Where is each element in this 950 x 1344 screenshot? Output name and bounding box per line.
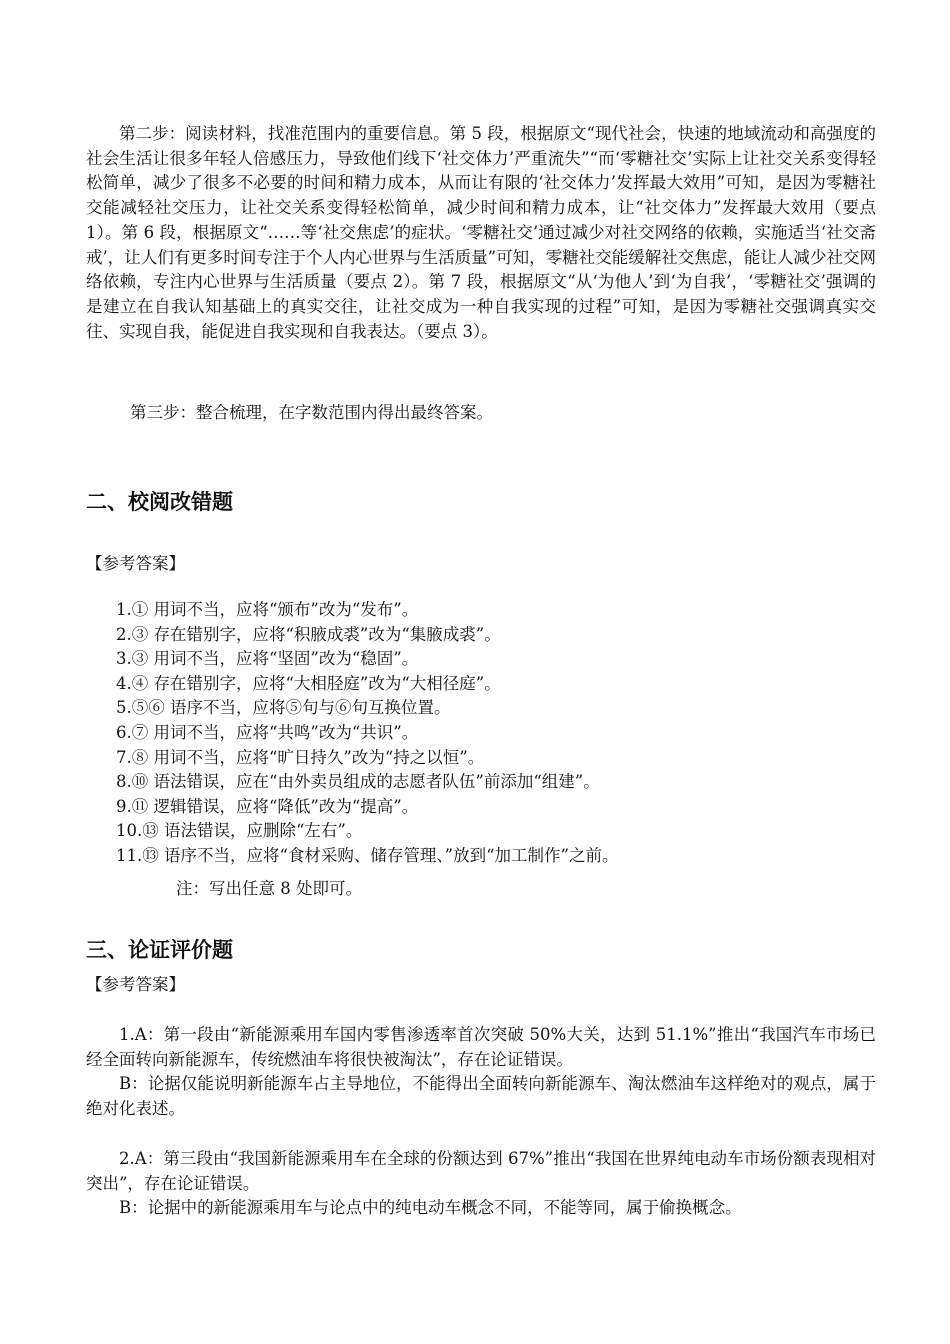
list-item: 3.③ 用词不当，应将“坚固”改为“稳固”。 [116, 649, 419, 669]
section3-title: 三、论证评价题 [86, 938, 233, 962]
list-item: 9.⑪ 逻辑错误，应将“降低”改为“提高”。 [116, 796, 419, 816]
section3-answer-label: 【参考答案】 [86, 975, 185, 994]
section2-title: 二、校阅改错题 [86, 490, 233, 514]
list-item: 2.③ 存在错别字，应将“积腋成裘”改为“集腋成裘”。 [116, 624, 501, 644]
list-item: 7.⑧ 用词不当，应将“旷日持久”改为“持之以恒”。 [116, 747, 485, 767]
question2-part-b: B：论据中的新能源乘用车与论点中的纯电动车概念不同，不能等同，属于偷换概念。 [119, 1198, 742, 1217]
reading-step3-paragraph: 第三步：整合梳理，在字数范围内得出最终答案。 [130, 403, 493, 422]
question2-part-a: 2.A：第三段由“我国新能源乘用车在全球的份额达到 67%”推出“我国在世界纯电动车市场份额表现相对突出”，存在论证错误。 [86, 1149, 876, 1193]
list-item: 10.⑬ 语法错误，应删除“左右”。 [116, 821, 363, 841]
list-item: 6.⑦ 用词不当，应将“共鸣”改为“共识”。 [116, 722, 419, 742]
list-item: 4.④ 存在错别字，应将“大相胫庭”改为“大相径庭”。 [116, 673, 501, 693]
section2-answer-label: 【参考答案】 [86, 554, 185, 573]
section2-answer-list [116, 598, 618, 869]
question1-part-b: B：论据仅能说明新能源车占主导地位，不能得出全面转向新能源车、淘汰燃油车这样绝对的观点，属于绝对化表述。 [86, 1074, 876, 1118]
section2-note: 注：写出任意 8 处即可。 [176, 879, 362, 898]
question1-part-a: 1.A：第一段由“新能源乘用车国内零售渗透率首次突破 50%大关，达到 51.1%”推出“我国汽车市场已经全面转向新能源车，传统燃油车将很快被淘汰”，存在论证错误。 [86, 1025, 876, 1069]
list-item: 8.⑩ 语法错误，应在“由外卖员组成的志愿者队伍”前添加“组建”。 [116, 772, 600, 792]
list-item: 1.① 用词不当，应将“颁布”改为“发布”。 [116, 600, 419, 619]
list-item: 11.⑬ 语序不当，应将“食材采购、储存管理、”放到“加工制作”之前。 [116, 845, 619, 865]
reading-step2-paragraph: 第二步：阅读材料，找准范围内的重要信息。第 5 段，根据原文“现代社会，快速的地域流动和高强度的社会生活让很多年轻人倍感压力，导致他们线下‘社交体力’严重流失”“而‘零糖社交’实际上让社交关系变得轻松简单，减少了很多不必要的时间和精力成本，从而让有限的‘社交体力’发挥最大效用”可知，是因为零糖社交能减轻社交压力，让社交关系变得轻松简单，减少时间和精力成本，让“社交体力”发挥最大效用（要点 1）。第 6 段，根据原文“……等‘社交焦虑’的症状。‘零糖社交’通过减少对社交网络的依赖，实施适当‘社交斋戒’，让人们有更多时间专注于个人内心世界与生活质量”可知，零糖社交能缓解社交焦虑，能让人减少社交网络依赖，专注内心世界与生活质量（要点 2）。第 7 段，根据原文“从‘为他人’到‘为自我’，‘零糖社交’强调的是建立在自我认知基础上的真实交往，让社交成为一种自我实现的过程”可知，是因为零糖社交强调真实交往、实现自我，能促进自我实现和自我表达。（要点 3）。 [86, 124, 876, 341]
list-item: 5.⑤⑥ 语序不当，应将⑤句与⑥句互换位置。 [116, 698, 451, 718]
